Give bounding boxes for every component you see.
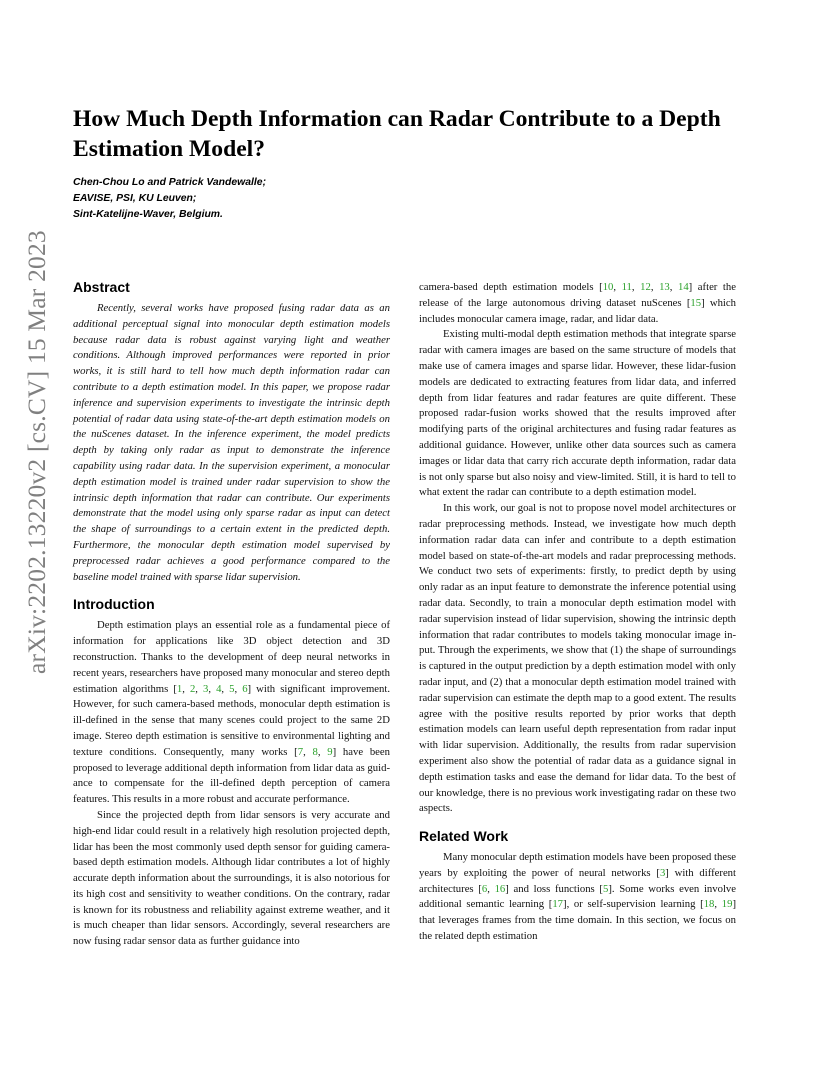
citation-link[interactable]: 15 <box>690 296 702 309</box>
related-paragraph-1: Many monocular depth estimation models have been proposed these years by exploiting the power of neural networks [3] with different architectures [6, 16] and loss functions [5]. Some works even involve additional semantic learning [17], or self-supervision learning [18, 19] that leverages frames from the time domain. In this section, we focus on the related depth estimation <box>419 851 736 943</box>
citation-link[interactable]: 8 <box>312 745 318 758</box>
citation-link[interactable]: 10 <box>602 281 614 293</box>
citation-link[interactable]: 6 <box>242 682 248 695</box>
citation-link[interactable]: 19 <box>721 898 733 911</box>
citation-link[interactable]: 14 <box>677 281 689 293</box>
introduction-heading: Introduction <box>73 596 155 613</box>
citation-link[interactable]: 7 <box>297 745 304 758</box>
left-column <box>73 278 390 950</box>
citation-link[interactable]: 12 <box>640 281 651 293</box>
paper-title: How Much Depth Information can Radar Contribute to a Depth Estimation Model? <box>73 106 721 162</box>
right-column <box>419 280 736 945</box>
intro-paragraph-2: Since the projected depth from lidar sensors is very accurate and high-end lidar could result in a relatively high resolution projected depth, lidar has been the most commonly used depth sensor for guiding camera-based depth estimation models. Although lidar contributes a lot of highly accurate depth information about the surroundings, it is also notorious for its high cost and sensitivity to weather conditions. On the contrary, radar is known for its robustness and reliability against extreme weather, and it is much cheaper than lidar sensors. Accordingly, several researchers are now fusing radar sensor data as further guidance into <box>73 808 390 948</box>
citation-link[interactable]: 5 <box>602 882 609 895</box>
citation-link[interactable]: 11 <box>621 281 632 293</box>
citation-link[interactable]: 2 <box>189 682 196 695</box>
intro-paragraph-5: In this work, our goal is not to propose novel model architectures or radar preprocessing methods. Instead, we investigate how much depth information radar data can infer and contribute to a depth estimation model based on state-of-the-art models and radar preprocessing methods. We conduct two sets of experiments: firstly, to predict depth by using only radar as an input feature to demonstrate the inference potential using radar data. Secondly, to train a monocular depth estimation model with radar supervision instead of lidar supervision, showing the intrinsic depth information that radar contributes to models taking monocular image input. Through the experiments, we show that (1) the shape of surroundings is captured in the output prediction by a depth estimation model with only radar input, and (2) that a monocular depth estimation model trained with radar supervision can estimate the depth map to a good extent. The results agree with the positive results reported by prior works that depth estimation models can learn useful depth representation from radar input with lidar supervision. Additionally, the results from radar supervision experiment also show the potential of radar data as a guidance signal in depth estimation tasks and ease the demand for lidar data. To the best of our knowledge, there is no previous work investigating radar on these two aspects. <box>419 502 736 815</box>
intro-paragraph-4: Existing multi-modal depth estimation methods that integrate sparse radar with camera images are based on the same structure of models that make use of camera images and sparse lidar. However, these lidar-fusion models are dedicated to extracting features from lidar data, and inferred depth from lidar features and radar features are quite different. These proposed radar-fusion works showed that the results improved after modifying parts of the original architectures and fusing radar features as additional guidance. However, unlike other data sources such as camera images or lidar data that carry rich accurate depth information, radar data is not only sparse but also noisy and view-limited. Still, it is hard to tell to what extent the radar can contribute to a depth estimation model. <box>419 328 736 499</box>
citation-link[interactable]: 5 <box>229 682 235 695</box>
abstract-text: Recently, several works have proposed fusing radar data as an additional perceptual signal into monocular depth estimation models because radar data is robust against varying light and weather conditions. Although improved performances were reported in prior works, it is still hard to tell how much depth information radar can contribute to a depth estimation model. In this paper, we propose radar inference and supervision experiments to investigate the intrinsic depth potential of radar data using state-of-the-art depth estimation models on the nuScenes dataset. In the inference experiment, the model predicts depth by taking only radar as input to demonstrate the inference capability using radar data. In the supervision experiment, a monocular depth estimation model is trained under radar supervision to show the intrinsic depth information that radar can contribute. Our experiments demonstrate that the model using only sparse radar as input can detect the shape of surroundings to a certain extent in the predicted depth. Furthermore, the monocular depth estimation model supervised by preprocessed radar achieves a good performance compared to the baseline model trained with sparse lidar supervision. <box>73 302 390 583</box>
citation-link[interactable]: 18 <box>703 898 715 911</box>
related-work-heading: Related Work <box>419 828 509 845</box>
citation-link[interactable]: 17 <box>552 898 564 911</box>
intro-paragraph-1: Depth estimation plays an essential role as a fundamental piece of information for applications like 3D object detection and 3D reconstruction. Thanks to the development of deep neural networks in recent years, researchers have proposed many monocular and stereo depth estimation algorithms [1, 2, 3, 4, 5, 6] with significant improvement. However, for such camera-based methods, monocular depth estimation is ill-defined in the sense that many scenes could project to the same 2D image. Stereo depth estimation is sensitive to environmental lighting and texture conditions. Consequently, many works [7, 8, 9] have been proposed to leverage additional depth information from lidar data as guidance to compensate for the ill-defined depth perception of camera features. This results in a more robust and accurate performance. <box>73 619 391 806</box>
author-block <box>73 175 473 223</box>
citation-link[interactable]: 9 <box>327 745 333 758</box>
author-affiliation: EAVISE, PSI, KU Leuven; <box>73 193 197 204</box>
citation-link[interactable]: 13 <box>659 281 670 293</box>
intro-paragraph-3: camera-based depth estimation models [10, 11, 12, 13, 14] after the release of the large autonomous driving dataset nuScenes [15] which includes monocular camera image, radar, and lidar data. <box>419 281 736 325</box>
citation-link[interactable]: 4 <box>216 682 222 695</box>
citation-link[interactable]: 1 <box>176 682 183 695</box>
arxiv-identifier: arXiv:2202.13220v2 [cs.CV] 15 Mar 2023 <box>22 230 51 674</box>
citation-link[interactable]: 16 <box>494 882 506 895</box>
abstract-heading: Abstract <box>73 279 130 295</box>
citation-link[interactable]: 3 <box>659 866 666 879</box>
author-location: Sint-Katelijne-Waver, Belgium. <box>73 209 223 220</box>
author-names: Chen-Chou Lo and Patrick Vandewalle; <box>73 177 267 188</box>
citation-link[interactable]: 6 <box>481 882 488 895</box>
citation-link[interactable]: 3 <box>203 682 209 695</box>
